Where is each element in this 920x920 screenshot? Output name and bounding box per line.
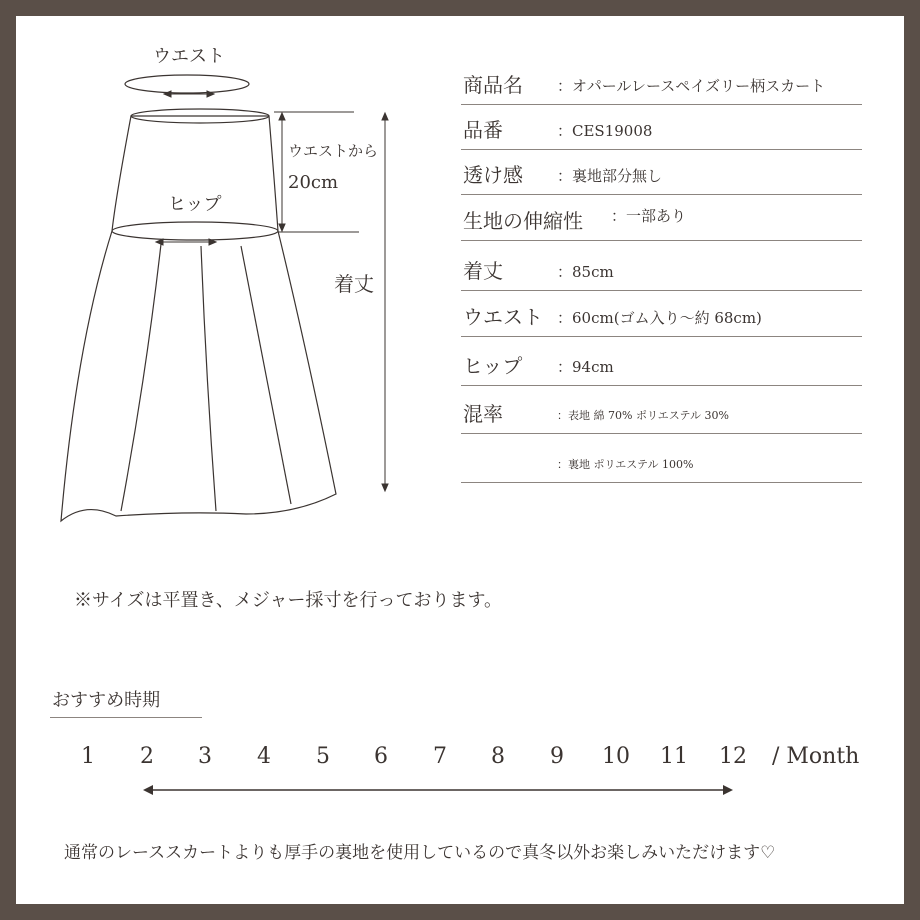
spec-key: 透け感 [463,163,523,187]
hip-label: ヒップ [168,194,222,215]
spec-value: ：表地 綿 70% ポリエステル 30% [557,409,729,422]
spec-row-item-number [461,105,862,150]
month-label: 4 [257,744,271,769]
month-label: 2 [140,744,154,769]
size-note: ※サイズは平置き、メジャー採寸を行っております。 [74,590,503,611]
month-label: 8 [491,744,505,769]
length-label: 着丈 [334,272,374,296]
spec-value: ：CES19008 [557,122,653,140]
season-title: おすすめ時期 [52,690,161,711]
spec-row-length [461,246,862,291]
spec-value: ：一部あり [611,207,687,225]
spec-value: ：60cm(ゴム入り〜約 68cm) [557,309,762,327]
month-label: 10 [602,744,630,769]
waist-ellipse [125,75,249,93]
month-label: 7 [433,744,447,769]
month-unit: / Month [772,744,860,769]
spec-value: ：94cm [557,358,614,376]
spec-value: ：オパールレースペイズリー柄スカート [557,77,826,95]
spec-key: 着丈 [463,259,503,283]
skirt-fold-2 [201,246,216,511]
month-label: 3 [198,744,212,769]
spec-row-stretch [461,196,862,241]
month-label: 12 [719,744,747,769]
spec-key: 生地の伸縮性 [463,209,583,233]
hip-ellipse [112,222,278,240]
spec-key: 混率 [463,402,503,426]
spec-row-transparency [461,150,862,195]
waist-label: ウエスト [153,46,225,67]
waist-to-label: ウエストから [288,142,379,160]
spec-row-lining [461,438,862,483]
distance-label: 20cm [288,172,339,193]
spec-row-hip [461,341,862,386]
spec-row-waist [461,292,862,337]
month-label: 6 [374,744,388,769]
spec-card [16,16,904,904]
skirt-fold-1 [121,244,161,511]
month-label: 5 [316,744,330,769]
spec-row-name [461,60,862,105]
footer-note: 通常のレーススカートよりも厚手の裏地を使用しているので真冬以外お楽しみいただけます♡ [64,843,776,863]
month-label: 9 [550,744,564,769]
month-label: 1 [81,744,95,769]
spec-key: 品番 [463,118,503,142]
season-divider [50,717,202,718]
spec-key: ヒップ [463,354,523,378]
month-label: 11 [660,744,688,769]
spec-value: ：裏地部分無し [557,167,663,185]
spec-key: 商品名 [463,73,523,97]
season-range-arrow [16,776,904,806]
spec-value: ：85cm [557,263,614,281]
spec-value: ：裏地 ポリエステル 100% [557,458,694,471]
spec-row-fabric [461,389,862,434]
skirt-fold-3 [241,246,291,504]
spec-key: ウエスト [463,305,543,329]
